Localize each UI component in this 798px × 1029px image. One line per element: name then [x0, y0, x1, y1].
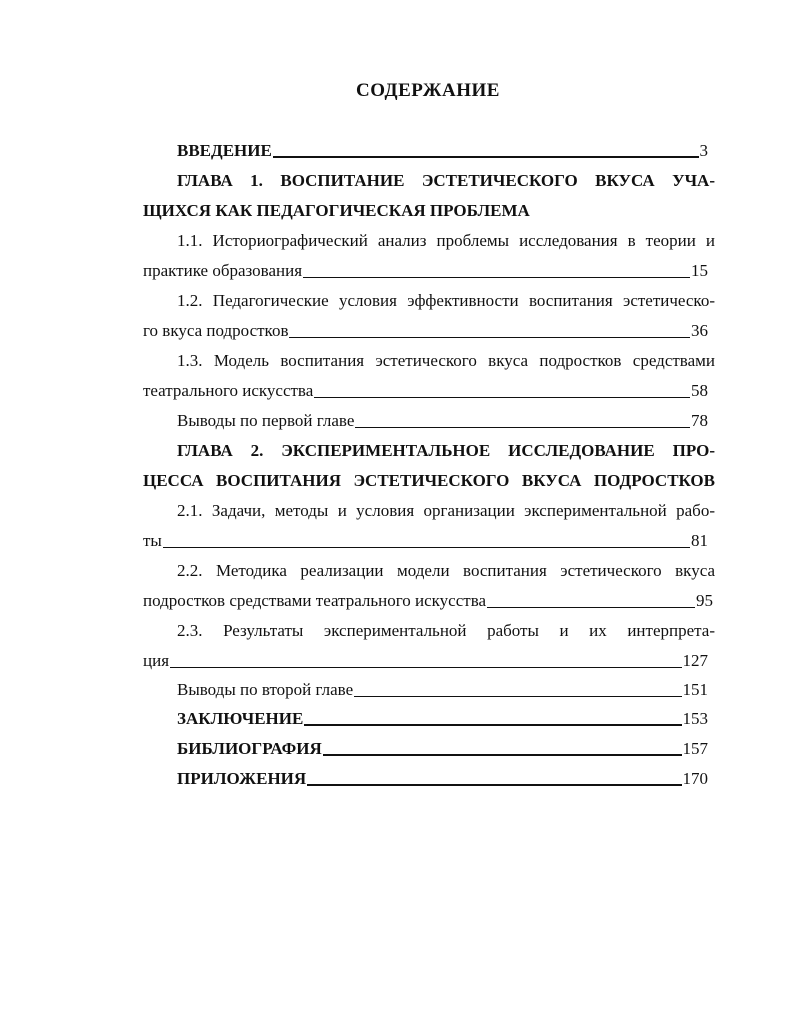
- dot-leader: [323, 754, 682, 756]
- dot-leader: [304, 724, 681, 726]
- toc-label: ция: [143, 651, 170, 670]
- toc-label: Выводы по первой главе: [177, 411, 355, 430]
- toc-label: театрального искусства: [143, 381, 314, 400]
- toc-page-number: 3: [699, 141, 708, 160]
- dot-leader: [273, 156, 699, 158]
- toc-page-number: 81: [691, 531, 708, 550]
- toc-entry-intro: [177, 140, 708, 162]
- toc-label: ЗАКЛЮЧЕНИЕ: [177, 709, 304, 728]
- toc-label: го вкуса подростков: [143, 321, 289, 340]
- page-title: СОДЕРЖАНИЕ: [356, 80, 500, 101]
- toc-page-number: 95: [696, 591, 713, 610]
- toc-section-2-3: [143, 650, 708, 672]
- dot-leader: [487, 607, 695, 608]
- dot-leader: [289, 337, 690, 338]
- dot-leader: [163, 547, 690, 548]
- toc-section-2-2-line-1: 2.2. Методика реализации модели воспитания эстетического вкуса: [177, 561, 715, 580]
- dot-leader: [307, 784, 681, 786]
- toc-chapter-2-line-1: ГЛАВА 2. ЭКСПЕРИМЕНТАЛЬНОЕ ИССЛЕДОВАНИЕ ПРО-: [177, 441, 715, 460]
- dot-leader: [354, 696, 681, 697]
- toc-chapter-2-line-2: ЦЕССА ВОСПИТАНИЯ ЭСТЕТИЧЕСКОГО ВКУСА ПОДРОСТКОВ: [143, 471, 715, 490]
- toc-section-2-3-line-1: 2.3. Результаты экспериментальной работы и их интерпрета-: [177, 621, 715, 640]
- dot-leader: [314, 397, 690, 398]
- toc-section-1-2: [143, 320, 708, 342]
- toc-entry-conclusion: [177, 708, 708, 730]
- toc-page-number: 153: [682, 709, 708, 728]
- toc-section-1-2-line-1: 1.2. Педагогические условия эффективности воспитания эстетическо-: [177, 291, 715, 310]
- toc-label: ВВЕДЕНИЕ: [177, 141, 272, 160]
- toc-section-1-3-line-1: 1.3. Модель воспитания эстетического вкуса подростков средствами: [177, 351, 715, 370]
- toc-page-number: 15: [691, 261, 708, 280]
- toc-section-2-1: [143, 530, 708, 552]
- toc-page-number: 58: [691, 381, 708, 400]
- toc-page-number: 78: [691, 411, 708, 430]
- toc-page-number: 151: [682, 680, 708, 699]
- toc-chapter-2-conclusions: [177, 679, 708, 701]
- toc-label: практике образования: [143, 261, 303, 280]
- toc-entry-appendices: [177, 768, 708, 790]
- dot-leader: [303, 277, 690, 278]
- toc-entry-bibliography: [177, 738, 708, 760]
- dot-leader: [170, 667, 681, 668]
- toc-section-1-1-line-1: 1.1. Историографический анализ проблемы исследования в теории и: [177, 231, 715, 250]
- toc-chapter-1-conclusions: [177, 410, 708, 432]
- toc-page-number: 170: [682, 769, 708, 788]
- toc-section-2-2: [143, 590, 713, 612]
- toc-label: Выводы по второй главе: [177, 680, 354, 699]
- toc-section-2-1-line-1: 2.1. Задачи, методы и условия организации экспериментальной рабо-: [177, 501, 715, 520]
- toc-page-number: 127: [682, 651, 708, 670]
- toc-chapter-1-line-1: ГЛАВА 1. ВОСПИТАНИЕ ЭСТЕТИЧЕСКОГО ВКУСА УЧА-: [177, 171, 715, 190]
- toc-section-1-1: [143, 260, 708, 282]
- toc-chapter-1-line-2: ЩИХСЯ КАК ПЕДАГОГИЧЕСКАЯ ПРОБЛЕМА: [143, 201, 530, 220]
- toc-label: ПРИЛОЖЕНИЯ: [177, 769, 307, 788]
- toc-label: ты: [143, 531, 162, 550]
- toc-page-number: 36: [691, 321, 708, 340]
- toc-page-number: 157: [682, 739, 708, 758]
- toc-label: БИБЛИОГРАФИЯ: [177, 739, 322, 758]
- toc-label: подростков средствами театрального искусства: [143, 591, 487, 610]
- dot-leader: [355, 427, 690, 428]
- toc-section-1-3: [143, 380, 708, 402]
